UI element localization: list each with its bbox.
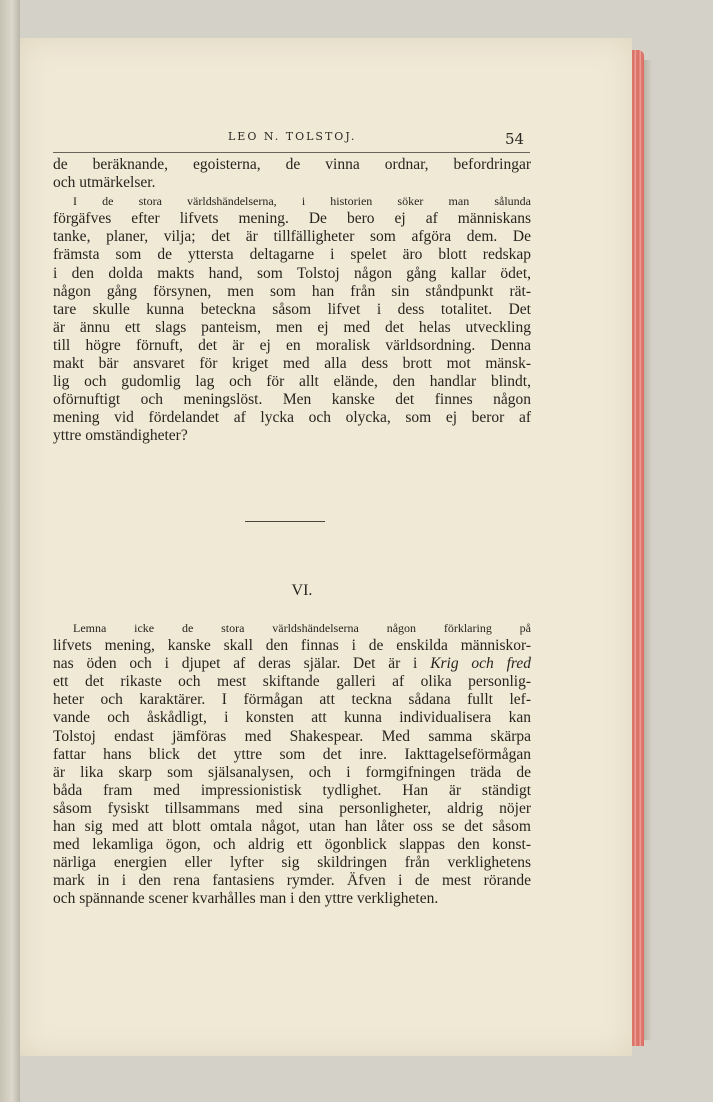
header-rule xyxy=(53,152,530,153)
text-block-2 xyxy=(53,619,531,909)
text-line-with-title xyxy=(53,655,531,673)
text-line: han sig med att blott omtala något, utan han låter oss se det såsom xyxy=(53,818,531,836)
text-line: med lekamliga ögon, och aldrig ett ögonblick slappas den konst- xyxy=(53,836,531,854)
text-line: till högre förnuft, det är ej en moralisk världsordning. Denna xyxy=(53,336,531,354)
text-line: de beräknande, egoisterna, de vinna ordnar, befordringar xyxy=(53,156,531,173)
text-line: är lika skarp som själsanalysen, och i formgifningen träda de xyxy=(53,763,531,781)
text-line: någon gång försynen, men som han från sin ståndpunkt rät- xyxy=(53,282,531,300)
text-line: mening vid fördelandet af lycka och olycka, som ej beror af xyxy=(53,409,531,427)
text-line: lig och gudomlig lag och för allt elände, den handlar blindt, xyxy=(53,373,531,391)
book-spine xyxy=(0,0,20,1102)
text-line: tanke, planer, vilja; det är tillfälligheter som afgöra dem. De xyxy=(53,228,531,246)
text-line: Tolstoj endast jämföras med Shakespear. Med samma skärpa xyxy=(53,727,531,745)
text-line: förgäfves efter lifvets mening. De bero ej af människans xyxy=(53,210,531,228)
text-line: tare skulle kunna beteckna såsom lifvet i dess totalitet. Det xyxy=(53,300,531,318)
section-divider xyxy=(245,521,325,522)
text-line: heter och karaktärer. I förmågan att teckna sådana fullt lef- xyxy=(53,691,531,709)
text-block-1 xyxy=(53,156,531,446)
text-line-prefix: nas öden och i djupet af deras själar. Det är i xyxy=(53,655,431,673)
text-line: lifvets mening, kanske skall den finnas i de enskilda människor- xyxy=(53,637,531,655)
text-line: närliga energien eller lyfter sig skildringen från verklighetens xyxy=(53,854,531,872)
text-line: oförnuftigt och meningslöst. Men kanske det finnes någon xyxy=(53,391,531,409)
text-line: I de stora världshändelserna, i historien söker man sålunda xyxy=(73,194,531,209)
text-line: är ännu ett slags panteism, men ej med det helas utveckling xyxy=(53,318,531,336)
running-head: LEO N. TOLSTOJ. xyxy=(228,130,357,143)
text-line: båda fram med impressionistisk tydlighet. Han är ständigt xyxy=(53,781,531,799)
text-line: makt bär ansvaret för kriget med alla dess brott mot mänsk- xyxy=(53,355,531,373)
text-line: främsta som de yttersta deltagarne i spelet äro blott redskap xyxy=(53,246,531,264)
text-line: yttre omständigheter? xyxy=(53,427,188,445)
section-heading-text: VI. xyxy=(291,582,313,599)
book-title: Krig och fred xyxy=(430,655,532,673)
text-line: och utmärkelser. xyxy=(53,174,156,192)
text-line: såsom fysiskt tillsammans med sina personligheter, aldrig nöjer xyxy=(53,799,531,817)
text-line: mark in i den rena fantasiens rymder. Äfven i de mest rörande xyxy=(53,872,531,890)
page-number: 54 xyxy=(505,130,525,148)
section-heading xyxy=(0,582,612,600)
text-line: i den dolda makts hand, som Tolstoj någon gång kallar ödet, xyxy=(53,264,531,282)
page-edge-shadow xyxy=(644,60,652,1040)
text-line: vande och åskådligt, i konsten att kunna individualisera kan xyxy=(53,709,531,727)
text-line: och spännande scener kvarhålles man i den yttre verkligheten. xyxy=(53,890,439,908)
text-line: fattar hans blick det yttre som det inre. Iakttagelseförmågan xyxy=(53,745,531,763)
text-line: ett det rikaste och mest skiftande galleri af olika personlig- xyxy=(53,673,531,691)
page-edge-red xyxy=(632,50,644,1046)
text-line: Lemna icke de stora världshändelserna någon förklaring på xyxy=(73,621,531,635)
